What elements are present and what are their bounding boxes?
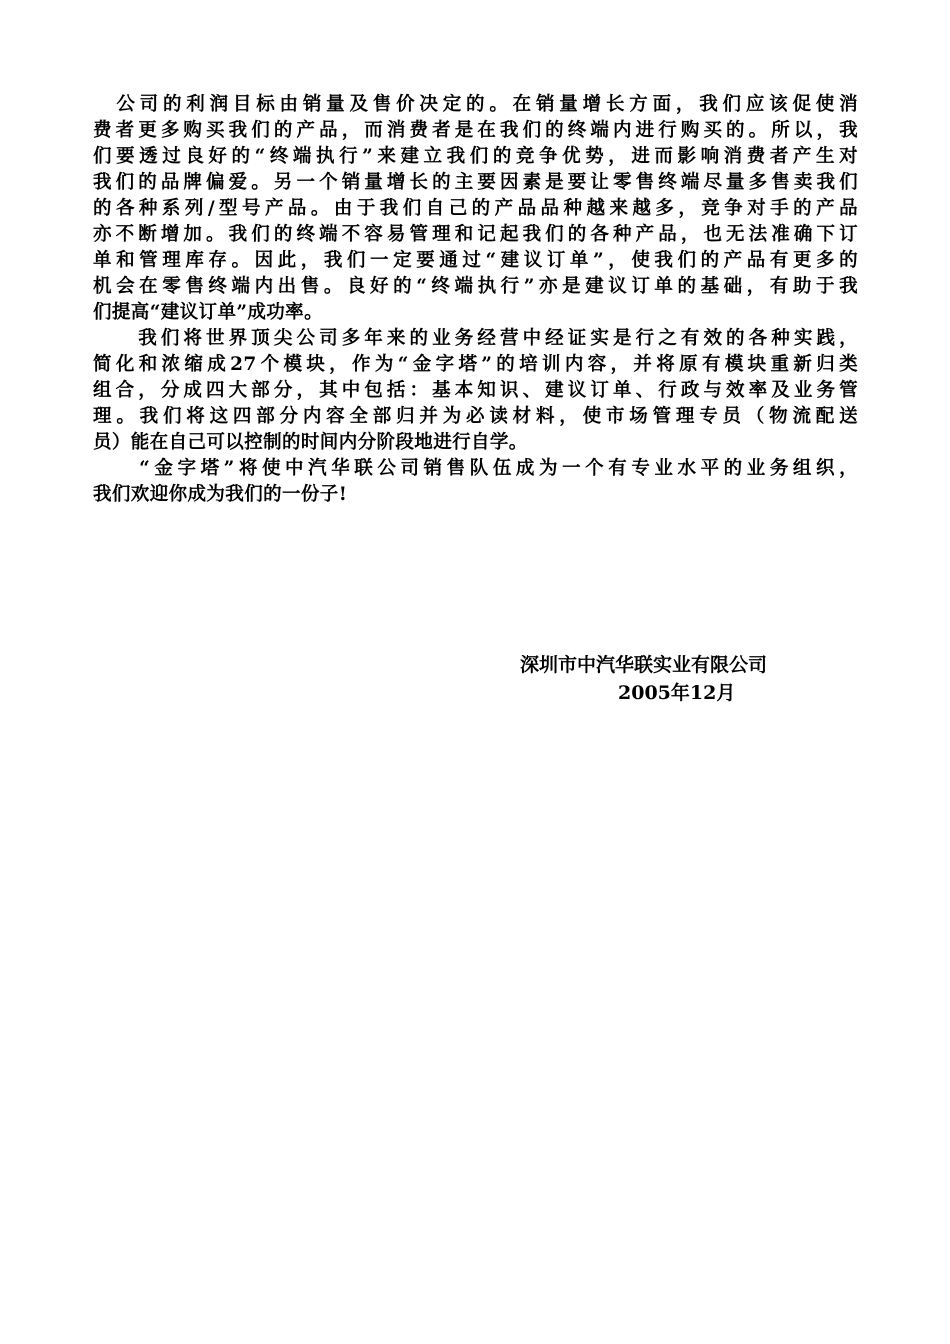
paragraph-1-line-4: 我们的品牌偏爱。另一个销量增长的主要因素是要让零售终端尽量多售卖我们 — [93, 172, 858, 193]
paragraph-2-line-1: 我们将世界顶尖公司多年来的业务经营中经证实是行之有效的各种实践， — [93, 328, 858, 349]
paragraph-1-line-9: 们提高“建议订单”成功率。 — [93, 302, 323, 323]
paragraph-3-line-1: “金字塔”将使中汽华联公司销售队伍成为一个有专业水平的业务组织， — [93, 458, 858, 479]
paragraph-1-line-2: 费者更多购买我们的产品，而消费者是在我们的终端内进行购买的。所以，我 — [93, 120, 858, 141]
paragraph-1-line-7: 单和管理库存。因此，我们一定要通过“建议订单”，使我们的产品有更多的 — [93, 250, 858, 271]
paragraph-2-line-2: 简化和浓缩成27个模块，作为“金字塔”的培训内容，并将原有模块重新归类 — [93, 354, 858, 375]
paragraph-1-line-1: 公司的利润目标由销量及售价决定的。在销量增长方面，我们应该促使消 — [93, 94, 858, 115]
paragraph-1-line-8: 机会在零售终端内出售。良好的“终端执行”亦是建议订单的基础，有助于我 — [93, 276, 858, 297]
paragraph-1-line-6: 亦不断增加。我们的终端不容易管理和记起我们的各种产品，也无法准确下订 — [93, 224, 858, 245]
signature-block — [520, 651, 840, 707]
paragraph-2-line-5: 员）能在自己可以控制的时间内分阶段地进行自学。 — [93, 432, 528, 453]
signature-date: 2005年12月 — [618, 682, 736, 704]
body-text — [93, 92, 858, 508]
paragraph-1-line-5: 的各种系列/型号产品。由于我们自己的产品品种越来越多，竞争对手的产品 — [93, 198, 858, 219]
paragraph-1-line-3: 们要透过良好的“终端执行”来建立我们的竞争优势，进而影响消费者产生对 — [93, 146, 858, 167]
signature-company: 深圳市中汽华联实业有限公司 — [520, 654, 768, 676]
paragraph-3-line-2: 我们欢迎你成为我们的一份子! — [93, 484, 348, 505]
paragraph-2-line-3: 组合，分成四大部分，其中包括：基本知识、建议订单、行政与效率及业务管 — [93, 380, 858, 401]
paragraph-2-line-4: 理。我们将这四部分内容全部归并为必读材料，使市场管理专员（物流配送 — [93, 406, 858, 427]
